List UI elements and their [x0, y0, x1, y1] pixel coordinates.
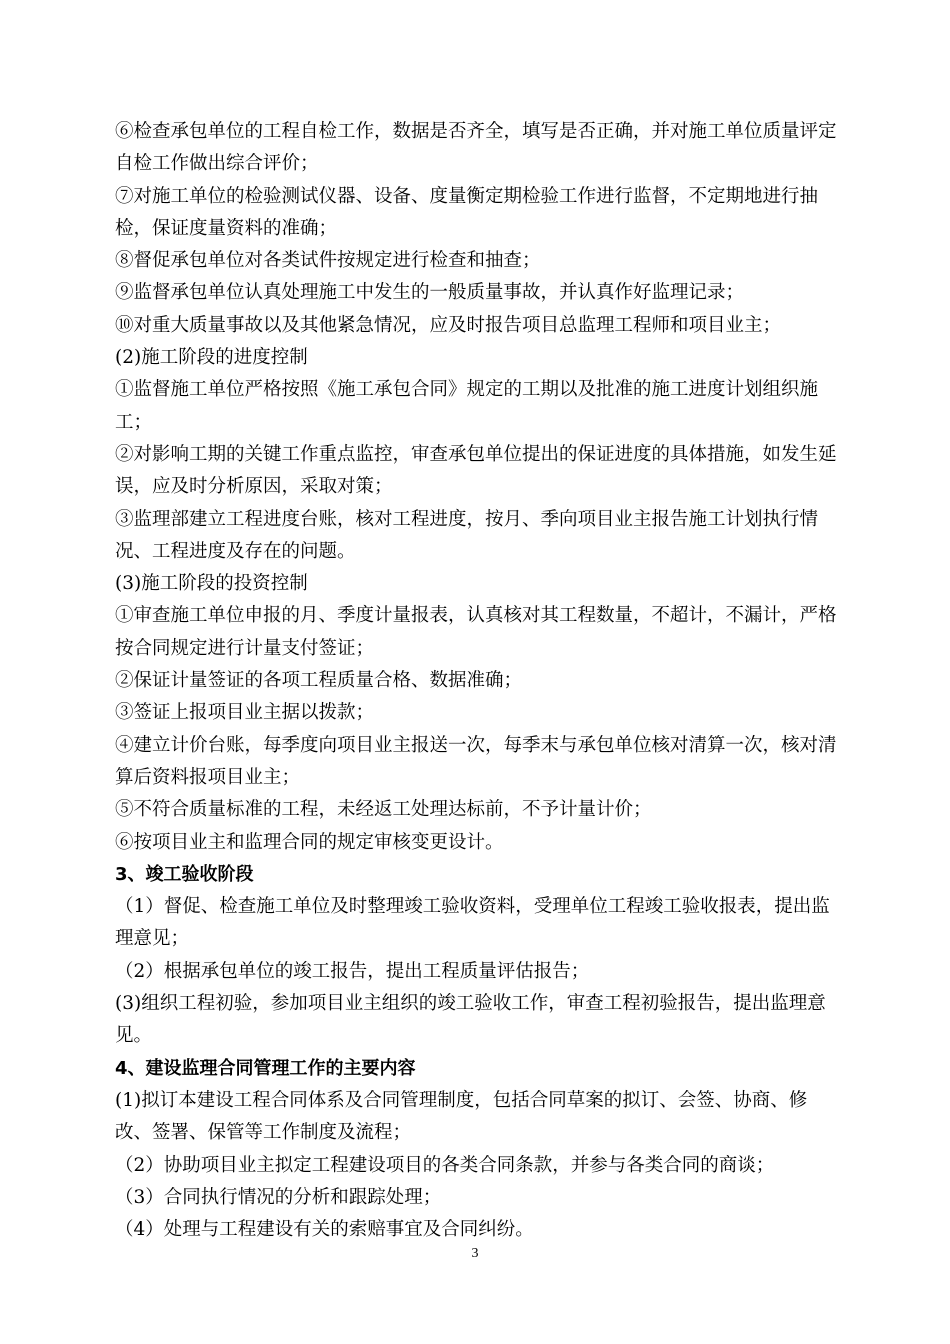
section-heading-contract-management: 4、建设监理合同管理工作的主要内容 [115, 1057, 416, 1079]
paragraph-completion-documents: （1）督促、检查施工单位及时整理竣工验收资料，受理单位工程竣工验收报表，提出监理意见； [115, 896, 830, 950]
paragraph-general-quality-accident: ⑨监督承包单位认真处理施工中发生的一般质量事故，并认真作好监理记录； [115, 282, 745, 304]
paragraph-contract-system: (1)拟订本建设工程合同体系及合同管理制度，包括合同草案的拟订、会签、协商、修改、签署、保管等工作制度及流程； [115, 1089, 808, 1144]
paragraph-progress-ledger: ③监理部建立工程进度台账，核对工程进度，按月、季向项目业主报告施工计划执行情况、工程进度及存在的问题。 [115, 508, 819, 562]
paragraph-contract-execution: （3）合同执行情况的分析和跟踪处理； [115, 1186, 442, 1208]
paragraph-nonconforming-work: ⑤不符合质量标准的工程，未经返工处理达标前，不予计量计价； [115, 799, 652, 821]
document-body [115, 116, 840, 1246]
paragraph-schedule-supervision: ①监督施工单位严格按照《施工承包合同》规定的工期以及批准的施工进度计划组织施工； [115, 379, 819, 433]
paragraph-specimen-inspection: ⑧督促承包单位对各类试件按规定进行检查和抽查； [115, 250, 541, 272]
paragraph-instrument-supervision: ⑦对施工单位的检验测试仪器、设备、度量衡定期检验工作进行监督，不定期地进行抽检，保证度量资料的准确； [115, 185, 819, 239]
paragraph-quality-assessment-report: （2）根据承包单位的竣工报告，提出工程质量评估报告； [115, 960, 590, 982]
paragraph-measurement-review: ①审查施工单位申报的月、季度计量报表，认真核对其工程数量，不超计，不漏计，严格按合同规定进行计量支付签证； [115, 605, 837, 659]
section-heading-completion-acceptance: 3、竣工验收阶段 [115, 863, 254, 885]
subheading-investment-control: (3)施工阶段的投资控制 [115, 573, 308, 595]
paragraph-certification-report: ③签证上报项目业主据以拨款； [115, 702, 375, 724]
paragraph-valuation-ledger: ④建立计价台账，每季度向项目业主报送一次，每季末与承包单位核对清算一次，核对清算后资料报项目业主； [115, 734, 837, 788]
paragraph-check-self-inspection: ⑥检查承包单位的工程自检工作，数据是否齐全，填写是否正确，并对施工单位质量评定自检工作做出综合评价； [115, 121, 837, 175]
paragraph-critical-work-monitoring: ②对影响工期的关键工作重点监控，审查承包单位提出的保证进度的具体措施，如发生延误，应及时分析原因，采取对策； [115, 443, 837, 498]
paragraph-design-change-review: ⑥按项目业主和监理合同的规定审核变更设计。 [115, 831, 504, 853]
paragraph-claims-disputes: （4）处理与工程建设有关的索赔事宜及合同纠纷。 [115, 1219, 534, 1241]
paragraph-major-quality-accident: ⑩对重大质量事故以及其他紧急情况，应及时报告项目总监理工程师和项目业主； [115, 314, 782, 336]
subheading-schedule-control: (2)施工阶段的进度控制 [115, 347, 308, 369]
paragraph-measurement-quality: ②保证计量签证的各项工程质量合格、数据准确； [115, 670, 523, 692]
paragraph-preliminary-inspection: (3)组织工程初验，参加项目业主组织的竣工验收工作，审查工程初验报告，提出监理意见。 [115, 993, 826, 1047]
page-number: 3 [471, 1246, 479, 1261]
paragraph-contract-terms: （2）协助项目业主拟定工程建设项目的各类合同条款，并参与各类合同的商谈； [115, 1154, 775, 1176]
